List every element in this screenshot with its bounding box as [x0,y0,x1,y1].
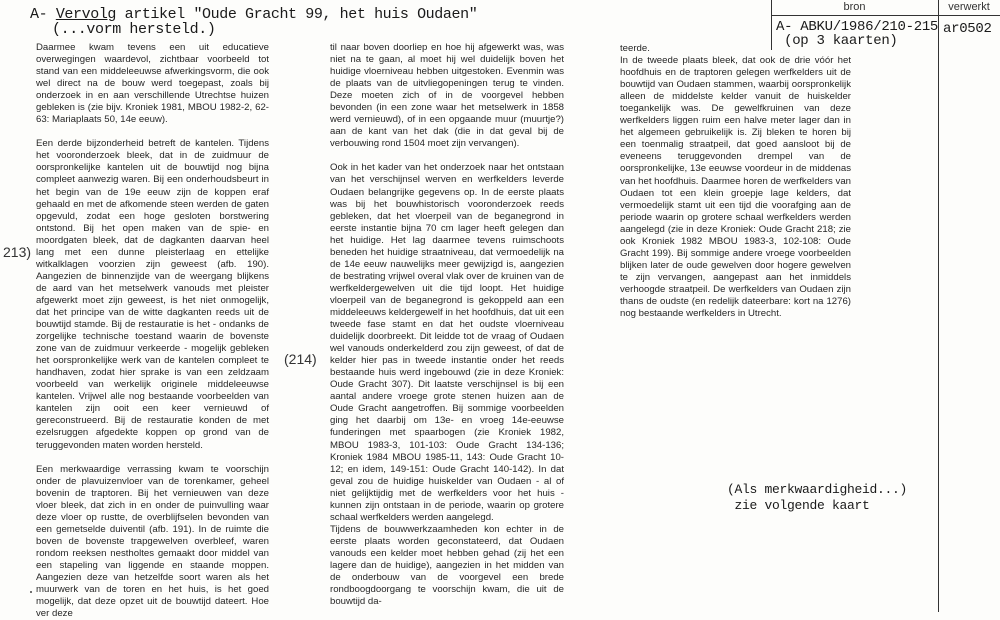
paragraph: til naar boven doorliep en hoe hij afgewerkt was, was niet na te gaan, al moet hij wel duidelijk boven het huidige vloerniveau hebben uitgestoken. Evenmin was de plaats van de uitvliegopeningen terug te vinden. Deze moeten zich of in de voorgevel hebben bevonden (in een zone waar het metselwerk in 1858 werd vernieuwd), of in een opgaande muur (muurtje?) aan de kant van het dak (die in dat geval bij de verbouwing rond 1504 moet zijn vervangen). [330,42,564,150]
verwerkt-value: ar0502 [943,21,992,37]
text-column-3 [620,43,851,320]
paragraph: Tijdens de bouwwerkzaamheden kon echter in de eerste plaats worden geconstateerd, dat Oudaen vanouds een kelder moet hebben gehad (zij het een lagere dan de huidige), aangezien in het midden van de onderbouw van de voorgevel een brede rondboogdoorgang te voorschijn kwam, die uit de bouwtijd da- [330,523,564,608]
bron-card-count: (op 3 kaarten) [776,33,898,49]
title-prefix: A- [30,6,56,23]
card-subtitle: (...vorm hersteld.) [52,21,216,38]
typed-note [727,482,907,514]
paragraph: Een derde bijzonderheid betreft de kantelen. Tijdens het vooronderzoek bleek, dat in de zuidmuur de oorspronkelijke kantelen uit de bouwtijd nog bijna compleet aanwezig waren. Bij een onderhoudsbeurt in het begin van de 19e eeuw zijn de koppen eraf gehaald en met de afkomende steen werden de gaten opgevuld, zodat een hoge gesloten borstwering ontstond. Bij het open maken van de spie- en moordgaten bleek, dat de dagkanten daarvan heel lang met een dunne pleisterlaag en ettelijke witkalklagen voorzien zijn geweest (afb. 190). Aangezien de binnenzijde van de weergang blijkens de aard van het metselwerk vanouds met pleister afgewerkt moet zijn geweest, is het niet onmogelijk, dat het principe van de witte dagkanten reeds uit de bouwtijd stamde. Bij de restauratie is het - ondanks de zorgelijke technische toestand waarin de bovenste zone van de zuidmuur verkeerde - mogelijk gebleken het oorspronkelijke werk van de kantelen compleet te handhaven, zodat hier sprake is van een zeldzaam voorbeeld van werkelijk originele middeleeuwse kantelen. Vrijwel alle nog bestaande voorbeelden van kantelen zijn ooit een keer vernieuwd of gereconstrueerd. Bij de restauratie konden de met ezelsruggen afgedekte koppen op grond van de teruggevonden maten worden hersteld. [36,138,269,451]
bron-header: bron [843,1,866,13]
scan-speck [30,591,32,593]
paragraph: teerde. [620,43,650,54]
paragraph: Een merkwaardige verrassing kwam te voorschijn onder de plavuizenvloer van de torenkamer, geheel bovenin de traptoren. Bij het vernieuwen van deze vloer bleek, dat zich in en onder de puinvulling waar deze vloer op rustte, de overblijfselen bevonden van een gemetselde duiventil (afb. 191). In de ruimte die boven de bovenste trapgewelven overbleef, waren rondom reeksen nestholtes gemaakt door middel van een stapeling van liggende en staande moppen. Aangezien deze van hetzelfde soort waren als het muurwerk van de toren en het huis, is het goed mogelijk, dat deze opzet uit de bouwtijd dateert. Hoe ver deze [36,463,269,620]
paragraph: Ook in het kader van het onderzoek naar het ontstaan van het verschijnsel werven en werfkelders leverde Oudaen belangrijke gegevens op. In de eerste plaats was bij het bouwhistorisch vooronderzoek reeds gebleken, dat het vloerpeil van de beganegrond in eerste instantie bijna 70 cm lager heeft gelegen dan het huidige. Het lag daarmee tevens ruimschoots beneden het huidige straatniveau, dat vermoedelijk na de 14e eeuw nauwelijks meer gewijzigd is, aangezien de bestrating vrijwel overal vlak over de kruinen van de werfkeldergewelven uit die tijd loopt. Het huidige vloerpeil van de beganegrond is gekoppeld aan een middeleeuws keldergewelf in het hoofdhuis, dat uit een tweede fase stamt en dat het oudste vloerniveau duidelijk doorbreekt. Dit leidde tot de vraag of Oudaen wel vanouds onderkelderd zou zijn geweest, of dat de kelder hier pas in tweede instantie onder het reeds bestaande huis werd ingebouwd (zie in deze Kroniek: Oude Gracht 307). Dit laatste verschijnsel is bij een aantal andere vroege grote stenen huizen aan de Oude Gracht aangetroffen. Bij sommige voorbeelden ging het daarbij om 13e- en vroeg 14e-eeuwse funderingen met spaarbogen (zie Kroniek 1982, MBOU 1983-3, 101-103: Oude Gracht 134-136; Kroniek 1984 MBOU 1985-11, 143: Oude Gracht 10-12; en idem, 149-151: Oude Gracht 140-142). In dat geval zou de huidige huiskelder van Oudaen - al of niet gelijktijdig met de werfkelders voor het huis - kunnen zijn ontstaan in de periode, waarin op grotere schaal werfkelders werden aangelegd. [330,162,564,523]
paragraph: Daarmee kwam tevens een uit educatieve overwegingen waardevol, zichtbaar voorbeeld tot stand van een middeleeuwse afwerkingsvorm, die ook wel direct na de bouw werd toegepast, zoals bij onderzoek in en aan verschillende Utrechtse huizen gebleken is (zie bijv. Kroniek 1981, MBOU 1982-2, 62-63: Mariaplaats 50, 14e eeuw). [36,42,269,126]
title-rest: artikel "Oude Gracht 99, het huis Oudaen" [116,6,478,23]
typed-note-line-2: zie volgende kaart [727,498,870,513]
paragraph: In de tweede plaats bleek, dat ook de drie vóór het hoofdhuis en de traptoren gelegen werfkelders uit de bouwtijd van Oudaen stammen, waarbij oorspronkelijk alleen de middelste kelder vanuit de huiskelder toegankelijk was. De gewelfkruinen van deze werfkelders liggen ruim een halve meter lager dan in het algemeen gebruikelijk is. Zij bleken te horen bij een toenmalig straatpeil, dat goed aansloot bij de eveneens teruggevonden drempel van de oorspronkelijke, 13e eeuwse voordeur in de middenas van het hoofdhuis. Daarmee horen de werfkelders van Oudaen tot een klein groepje lage kelders, dat vermoedelijk stamt uit een tijd die voorafging aan de periode waarin op grotere schaal werfkelders werden aangelegd (zie in deze Kroniek: Oude Gracht 218; zie ook Kroniek 1982 MBOU 1983-3, 102-108: Oude Gracht 199). Bij sommige andere vroege voorbeelden blijken later de oude gewelven door hogere gewelven te zijn vervangen, aangepast aan het inmiddels verhoogde straatpeil. De werfkelders van Oudaen zijn thans de oudste (en redelijk dateerbare: kort na 1276) nog bestaande werfkelders in Utrecht. [620,55,851,320]
header-table-rule [771,15,1000,16]
verwerkt-header: verwerkt [948,1,990,13]
title-underlined: Vervolg [55,6,117,23]
text-column-2 [330,42,564,608]
bron-reference: A- ABKU/1986/210-215 [776,19,939,35]
page-marker-213: 213) [3,244,32,260]
page-marker-214: (214) [284,351,317,367]
text-column-1 [36,42,269,620]
verwerkt-column-border [938,0,939,612]
typed-note-line-1: (Als merkwaardigheid...) [727,482,908,497]
